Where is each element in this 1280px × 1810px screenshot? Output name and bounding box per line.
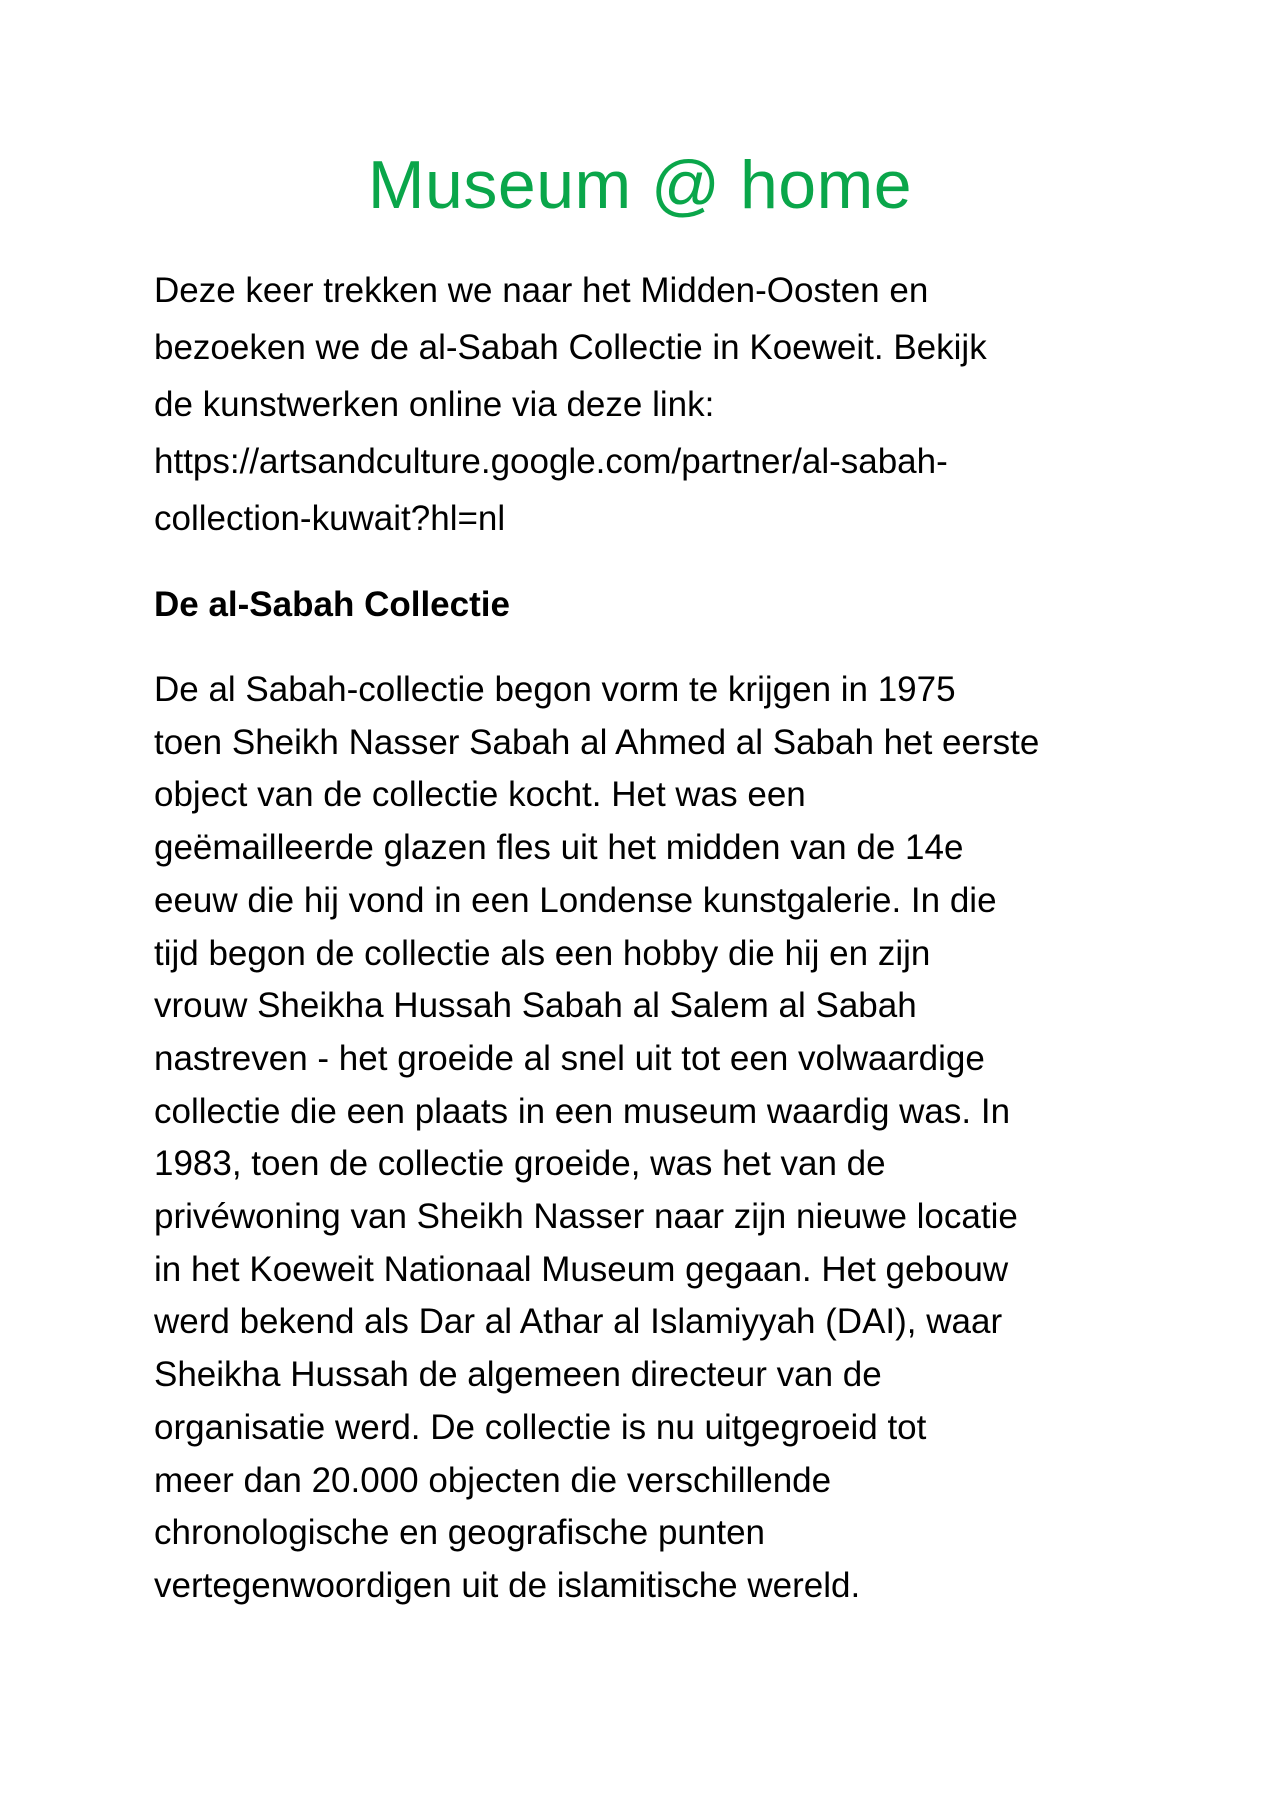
body-line: vrouw Sheikha Hussah Sabah al Salem al Sabah	[154, 986, 917, 1026]
body-paragraph	[154, 664, 1154, 1613]
body-line: organisatie werd. De collectie is nu uitgegroeid tot	[154, 1407, 927, 1447]
section-heading: De al-Sabah Collectie	[154, 585, 510, 624]
body-line: chronologische en geografische punten	[154, 1513, 765, 1553]
body-line: meer dan 20.000 objecten die verschillende	[154, 1460, 832, 1500]
intro-line: Deze keer trekken we naar het Midden-Oosten en	[154, 271, 929, 310]
body-line: De al Sabah-collectie begon vorm te krijgen in 1975	[154, 670, 956, 709]
body-line: werd bekend als Dar al Athar al Islamiyyah (DAI), waar	[154, 1302, 1003, 1342]
body-line: tijd begon de collectie als een hobby die hij en zijn	[154, 933, 931, 973]
body-line: toen Sheikh Nasser Sabah al Ahmed al Sabah het eerste	[154, 722, 1040, 762]
collection-link-part-1[interactable]: https://artsandculture.google.com/partner/al-sabah-	[154, 442, 948, 481]
intro-line: de kunstwerken online via deze link:	[154, 385, 715, 424]
body-line: 1983, toen de collectie groeide, was het van de	[154, 1144, 886, 1184]
body-line: in het Koeweit Nationaal Museum gegaan. Het gebouw	[154, 1249, 1009, 1289]
intro-line: bezoeken we de al-Sabah Collectie in Koeweit. Bekijk	[154, 328, 987, 367]
body-line: nastreven - het groeide al snel uit tot een volwaardige	[154, 1038, 985, 1078]
body-line: object van de collectie kocht. Het was een	[154, 775, 806, 815]
body-line: Sheikha Hussah de algemeen directeur van de	[154, 1355, 882, 1395]
page-title: Museum @ home	[367, 147, 913, 223]
body-line: vertegenwoordigen uit de islamitische wereld.	[154, 1565, 861, 1605]
body-line: privéwoning van Sheikh Nasser naar zijn nieuwe locatie	[154, 1197, 1018, 1237]
body-line: geëmailleerde glazen fles uit het midden van de 14e	[154, 828, 964, 868]
body-line: eeuw die hij vond in een Londense kunstgalerie. In die	[154, 880, 997, 920]
intro-paragraph	[154, 262, 1114, 547]
collection-link-part-2[interactable]: collection-kuwait?hl=nl	[154, 499, 506, 538]
body-line: collectie die een plaats in een museum waardig was. In	[154, 1091, 1011, 1131]
